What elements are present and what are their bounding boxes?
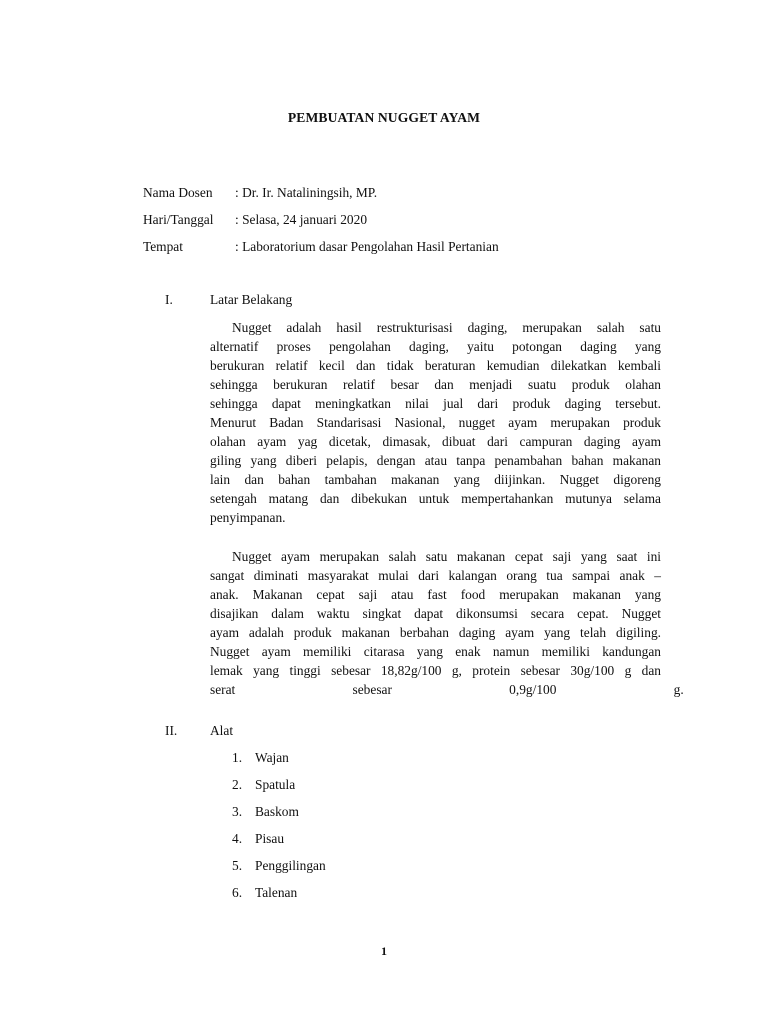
paragraph-line: alternatif proses pengolahan daging, yaitu potongan daging yang: [210, 339, 661, 354]
list-text: Pisau: [255, 831, 285, 846]
section-number: I.: [165, 292, 173, 307]
paragraph-line: lain dan bahan tambahan makanan yang diijinkan. Nugget digoreng: [210, 472, 661, 487]
list-text: Baskom: [255, 804, 299, 819]
paragraph-line: anak. Makanan cepat saji atau fast food merupakan makanan yang: [210, 587, 661, 602]
section-heading-latar-belakang: [165, 291, 292, 309]
meta-block: [143, 184, 499, 265]
paragraph-line: serat sebesar 0,9g/100 g.: [210, 682, 684, 697]
paragraph-line: giling yang diberi pelapis, dengan atau tanpa penambahan bahan makanan: [210, 453, 661, 468]
paragraph-line: sehingga berukuran relatif besar dan menjadi suatu produk olahan: [210, 377, 661, 392]
paragraph-line: Menurut Badan Standarisasi Nasional, nugget ayam merupakan produk: [210, 415, 661, 430]
paragraph-line: olahan ayam yag dicetak, dimasak, dibuat dari campuran daging ayam: [210, 434, 661, 449]
meta-row-dosen: [143, 184, 499, 211]
meta-value: : Selasa, 24 januari 2020: [235, 212, 368, 227]
list-item: [232, 857, 326, 884]
meta-value: : Laboratorium dasar Pengolahan Hasil Pertanian: [235, 239, 499, 254]
paragraph-line: sehingga dapat meningkatkan nilai jual dari produk daging tersebut.: [210, 396, 661, 411]
meta-value: : Dr. Ir. Nataliningsih, MP.: [235, 185, 378, 200]
list-number: 3.: [232, 804, 243, 819]
paragraph-line: berukuran relatif kecil dan tidak beraturan kemudian dilekatkan kembali: [210, 358, 661, 373]
paragraph-line: penyimpanan.: [210, 510, 286, 525]
list-text: Wajan: [255, 750, 289, 765]
paragraph-line: lemak yang tinggi sebesar 18,82g/100 g, protein sebesar 30g/100 g dan: [210, 663, 661, 678]
paragraph-line: Nugget adalah hasil restrukturisasi daging, merupakan salah satu: [232, 320, 661, 335]
list-number: 4.: [232, 831, 243, 846]
tools-list: [232, 749, 326, 911]
paragraph-1: [210, 318, 661, 527]
paragraph-line: disajikan dalam waktu singkat dapat dikonsumsi secara cepat. Nugget: [210, 606, 661, 621]
list-number: 2.: [232, 777, 243, 792]
paragraph-line: Nugget ayam merupakan salah satu makanan cepat saji yang saat ini: [232, 549, 661, 564]
list-number: 5.: [232, 858, 243, 873]
paragraph-line: Nugget ayam memiliki citarasa yang enak namun memiliki kandungan: [210, 644, 661, 659]
paragraph-line: ayam adalah produk makanan berbahan daging ayam yang telah digiling.: [210, 625, 661, 640]
section-title: Alat: [210, 723, 234, 738]
list-item: [232, 749, 326, 776]
list-item: [232, 776, 326, 803]
meta-label: Tempat: [143, 239, 183, 254]
document-title: PEMBUATAN NUGGET AYAM: [287, 110, 481, 125]
section-title: Latar Belakang: [210, 292, 293, 307]
list-text: Talenan: [255, 885, 298, 900]
paragraph-line: setengah matang dan dibekukan untuk mempertahankan mutunya selama: [210, 491, 661, 506]
meta-label: Hari/Tanggal: [143, 212, 214, 227]
list-text: Penggilingan: [255, 858, 326, 873]
list-item: [232, 884, 326, 911]
paragraph-2: [210, 547, 684, 699]
page-number: 1: [381, 944, 387, 958]
list-number: 6.: [232, 885, 243, 900]
meta-row-tanggal: [143, 211, 499, 238]
list-number: 1.: [232, 750, 243, 765]
section-heading-alat: [165, 722, 233, 740]
list-text: Spatula: [255, 777, 296, 792]
list-item: [232, 803, 326, 830]
meta-label: Nama Dosen: [143, 185, 213, 200]
list-item: [232, 830, 326, 857]
paragraph-line: sangat diminati masyarakat mulai dari kalangan orang tua sampai anak –: [210, 568, 661, 583]
meta-row-tempat: [143, 238, 499, 265]
section-number: II.: [165, 723, 178, 738]
